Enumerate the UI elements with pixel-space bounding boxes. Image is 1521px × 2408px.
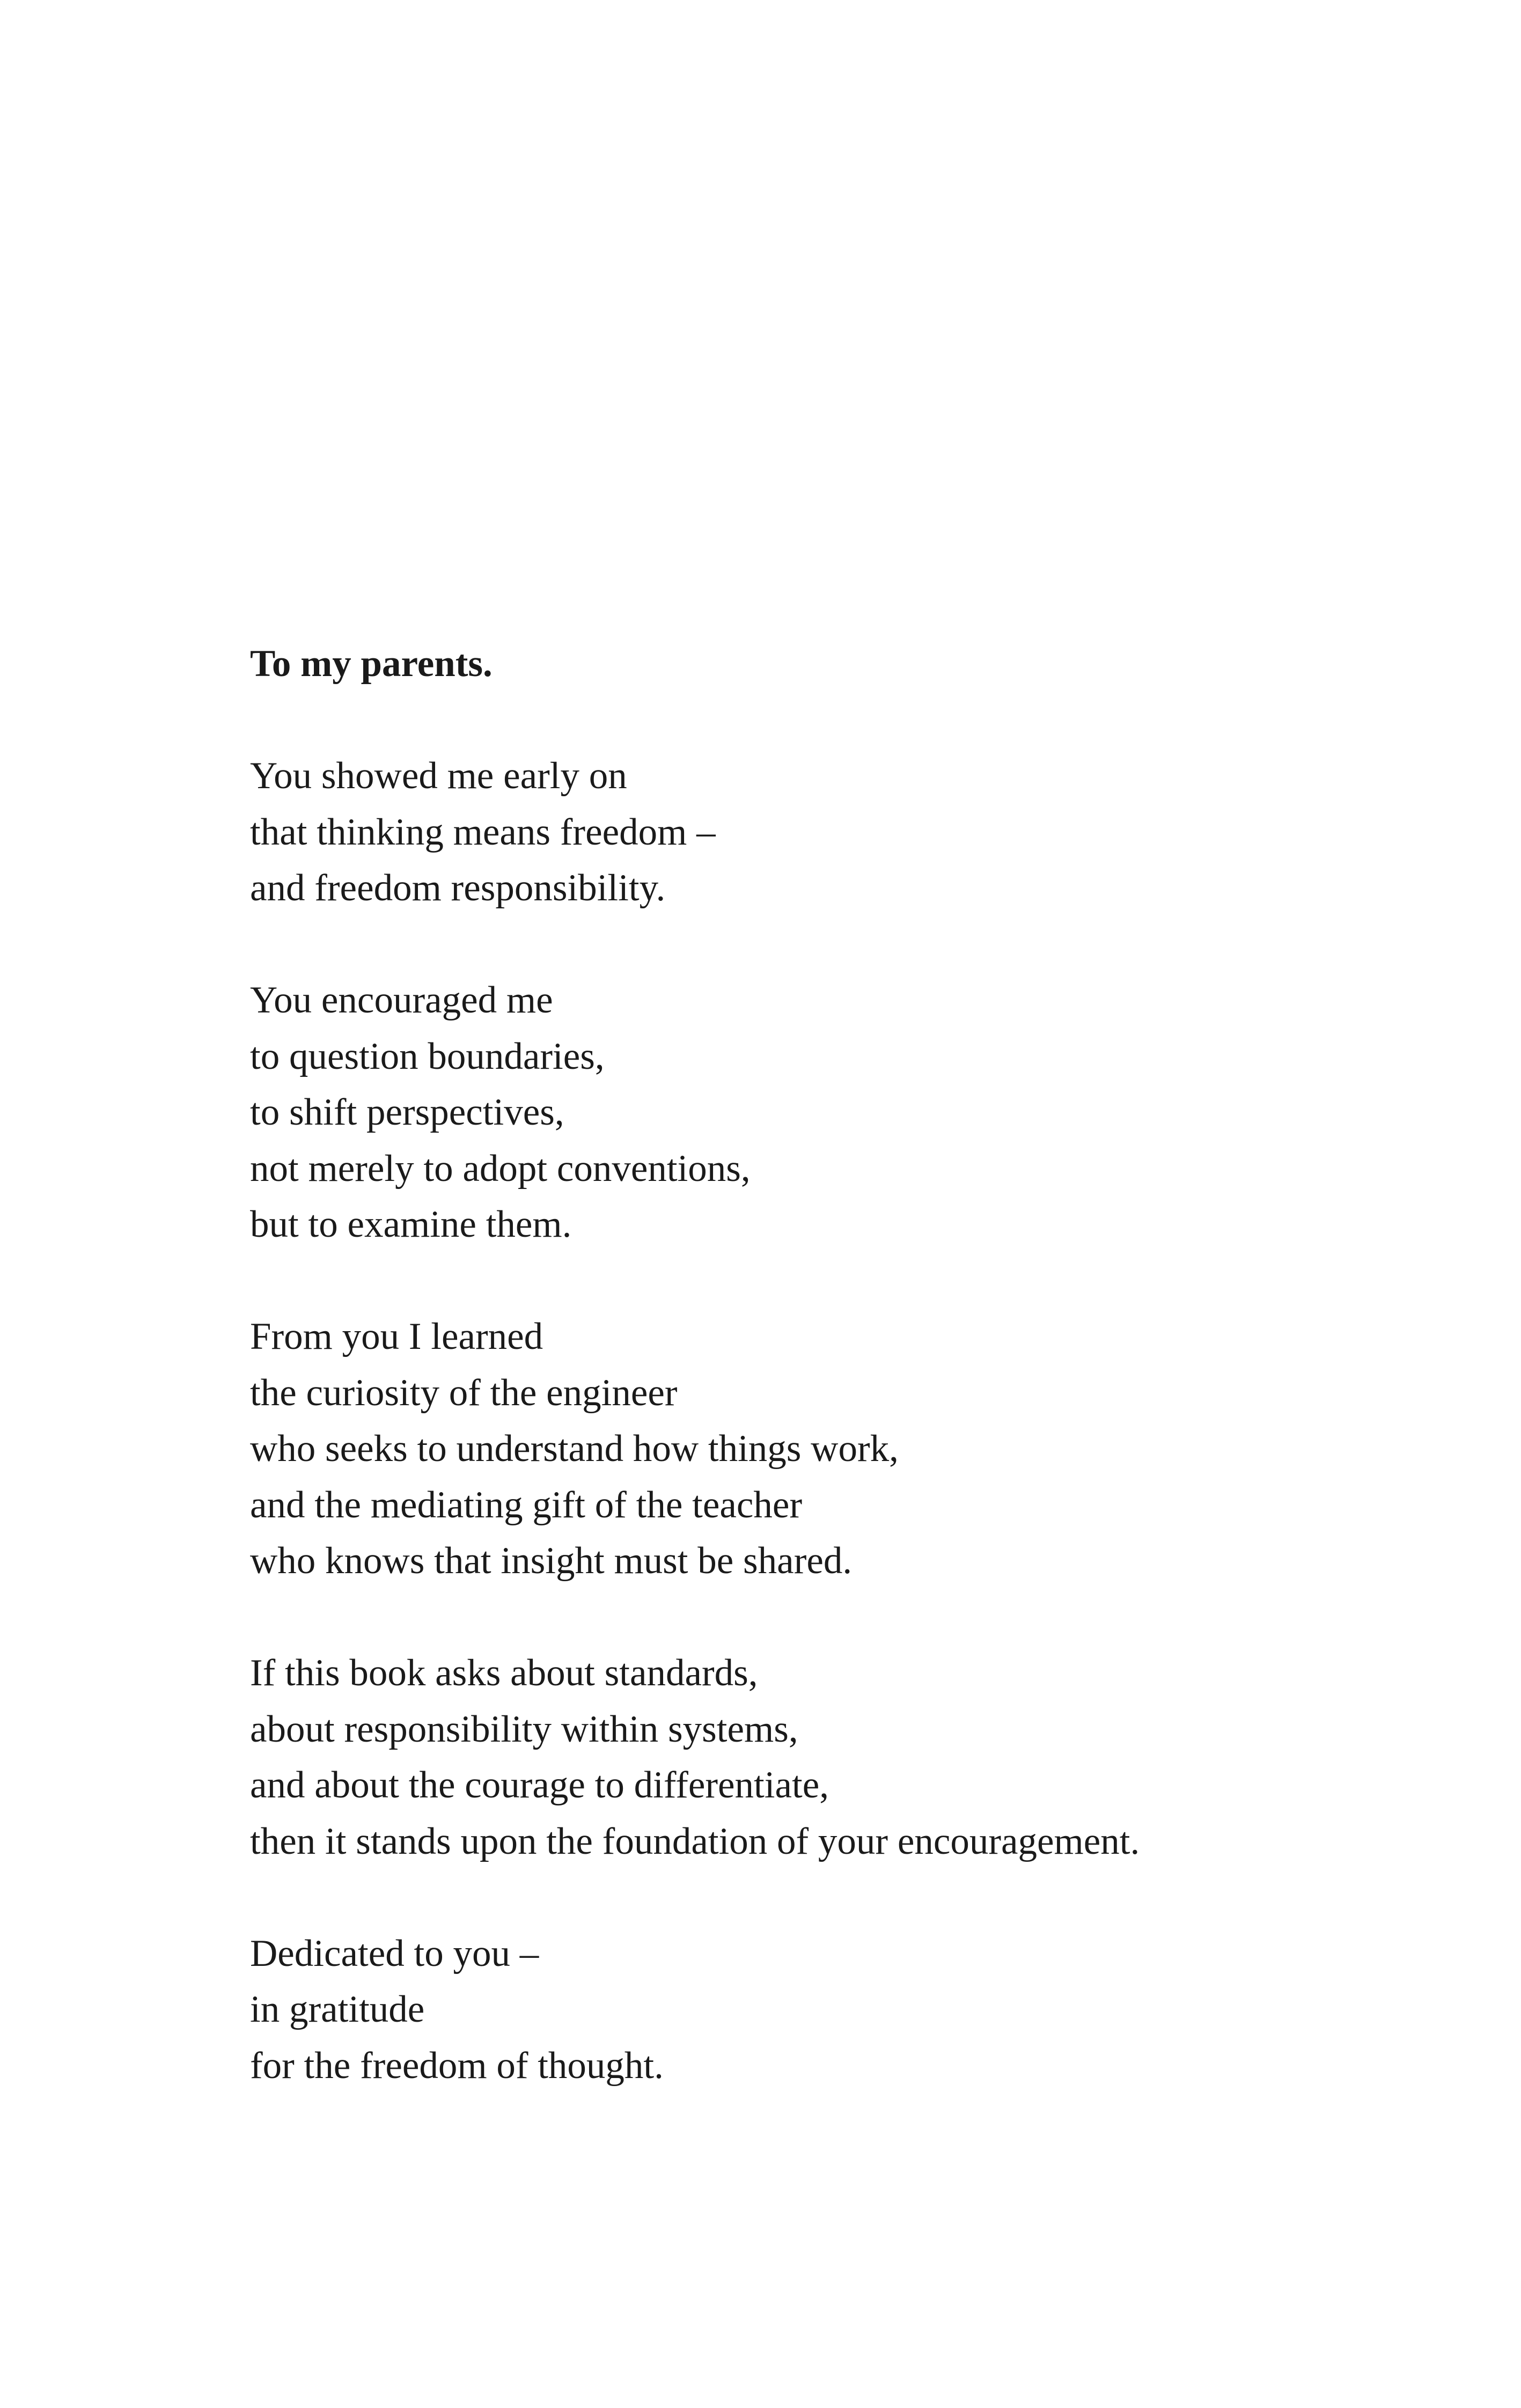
poem-line: that thinking means freedom – xyxy=(250,811,716,853)
poem-line: the curiosity of the engineer xyxy=(250,1371,678,1414)
dedication-block xyxy=(250,636,1377,2094)
poem-line: and the mediating gift of the teacher xyxy=(250,1484,803,1526)
poem-line: From you I learned xyxy=(250,1316,543,1357)
poem-line: and about the courage to differentiate, xyxy=(250,1764,829,1806)
poem-line: who seeks to understand how things work, xyxy=(250,1428,899,1470)
stanza-2 xyxy=(250,972,1377,1253)
poem-line: You encouraged me xyxy=(250,979,553,1021)
stanza-5 xyxy=(250,1926,1377,2094)
poem-line: but to examine them. xyxy=(250,1203,572,1245)
poem-line: If this book asks about standards, xyxy=(250,1652,758,1694)
poem-line: You showed me early on xyxy=(250,755,627,797)
stanza-4 xyxy=(250,1645,1377,1869)
poem-line: Dedicated to you – xyxy=(250,1932,539,1974)
poem-line: for the freedom of thought. xyxy=(250,2044,664,2087)
stanza-3 xyxy=(250,1309,1377,1589)
poem-line: and freedom responsibility. xyxy=(250,867,666,909)
poem-line: about responsibility within systems, xyxy=(250,1708,798,1750)
dedication-title: To my parents. xyxy=(250,643,493,685)
poem-line: in gratitude xyxy=(250,1988,425,2030)
poem-line: then it stands upon the foundation of your encouragement. xyxy=(250,1820,1140,1862)
poem-line: to question boundaries, xyxy=(250,1035,605,1077)
stanza-1 xyxy=(250,748,1377,916)
poem-line: not merely to adopt conventions, xyxy=(250,1147,751,1190)
poem-line: who knows that insight must be shared. xyxy=(250,1540,853,1582)
poem-line: to shift perspectives, xyxy=(250,1091,564,1133)
